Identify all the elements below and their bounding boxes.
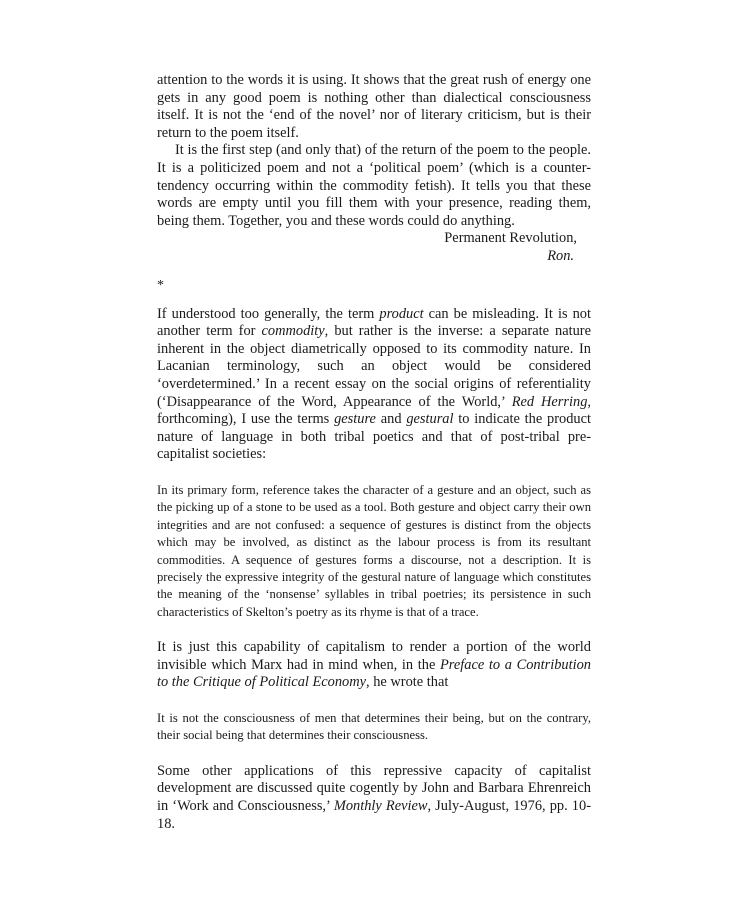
- spacer: [157, 692, 591, 710]
- spacer: [157, 745, 591, 763]
- footnote-text: , July-August, 1976, pp. 10-18.: [157, 797, 591, 832]
- block-quote-gesture: In its primary form, reference takes the character of a gesture and an object, such as the picking up of a stone to be used as a tool. Both gesture and object carry their own integrities and are not confused: a sequence of gestures is distinct from the objects which may be involved, as distinct as the labour process is from its resultant commodities. A sequence of gestures forms a discourse, not a description. It is precisely the expressive integrity of the gestural nature of language which constitutes the meaning of the ‘nonsense’ syllables in tribal poetries; its persistence in such characteristics of Skelton’s poetry as its rhyme is that of a trace.: [157, 482, 591, 619]
- footnote-paragraph-3: [157, 763, 591, 833]
- title-preface: Preface to a Contribution to the Critique of Political Economy: [157, 656, 591, 691]
- footnote-text: Some other applications of this repressive capacity of capitalist development are discussed quite cogently by John and Barbara Ehrenreich in ‘Work and Consciousness,’: [157, 762, 591, 814]
- footnote-text: and: [375, 411, 407, 428]
- footnote-marker: *: [157, 277, 164, 293]
- footnote-text: to indicate the product nature of language in both tribal poetics and that of post-tribal pre-capitalist societies:: [157, 411, 592, 463]
- footnote-text: , but rather is the inverse: a separate nature inherent in the object diametrically opposed to its commodity nature. In Lacanian terminology, such an object would be considered ‘overdetermined.’ In a recent essay on the social origins of referentiality (‘Disappearance of the Word, Appearance of the World,’: [157, 323, 591, 410]
- footnote-text: , forthcoming), I use the terms: [157, 393, 592, 428]
- intro-paragraph: attention to the words it is using. It shows that the great rush of energy one gets in any good poem is nothing other than dialectical consciousness itself. It is not the ‘end of the novel’ nor of literary criticism, but is their return to the poem itself.: [157, 72, 591, 141]
- journal-monthly-review: Monthly Review: [333, 797, 428, 814]
- footnote-text: If understood too generally, the term: [157, 305, 380, 322]
- footnote-paragraph-2: [157, 639, 591, 692]
- footnote-text: can be misleading. It is not another term for: [157, 305, 591, 340]
- footnote-text: It is just this capability of capitalism to render a portion of the world invisible which Marx had in mind when, in the: [157, 639, 591, 673]
- signature-block: [157, 230, 591, 265]
- spacer: [157, 464, 591, 482]
- second-paragraph: It is the first step (and only that) of the return of the poem to the people. It is a politicized poem and not a ‘political poem’ (which is a counter-tendency occurring within the commodity fetish). It tells you that these words are empty until you fill them with your presence, reading them, being them. Together, you and these words could do anything.: [157, 142, 591, 229]
- term-gesture: gesture: [334, 411, 376, 428]
- document-page: [157, 72, 591, 833]
- spacer: [157, 294, 591, 306]
- term-product: product: [379, 305, 424, 322]
- footnote-text: , he wrote that: [366, 674, 449, 691]
- term-gestural: gestural: [406, 411, 454, 428]
- signature-closing: Permanent Revolution,: [444, 230, 577, 247]
- footnote-paragraph-1: [157, 306, 591, 464]
- spacer: [157, 621, 591, 639]
- signature-name: Ron.: [547, 247, 574, 264]
- term-commodity: commodity: [261, 323, 325, 340]
- journal-red-herring: Red Herring: [511, 393, 588, 410]
- block-quote-marx: It is not the consciousness of men that determines their being, but on the contrary, their social being that determines their consciousness.: [157, 710, 591, 743]
